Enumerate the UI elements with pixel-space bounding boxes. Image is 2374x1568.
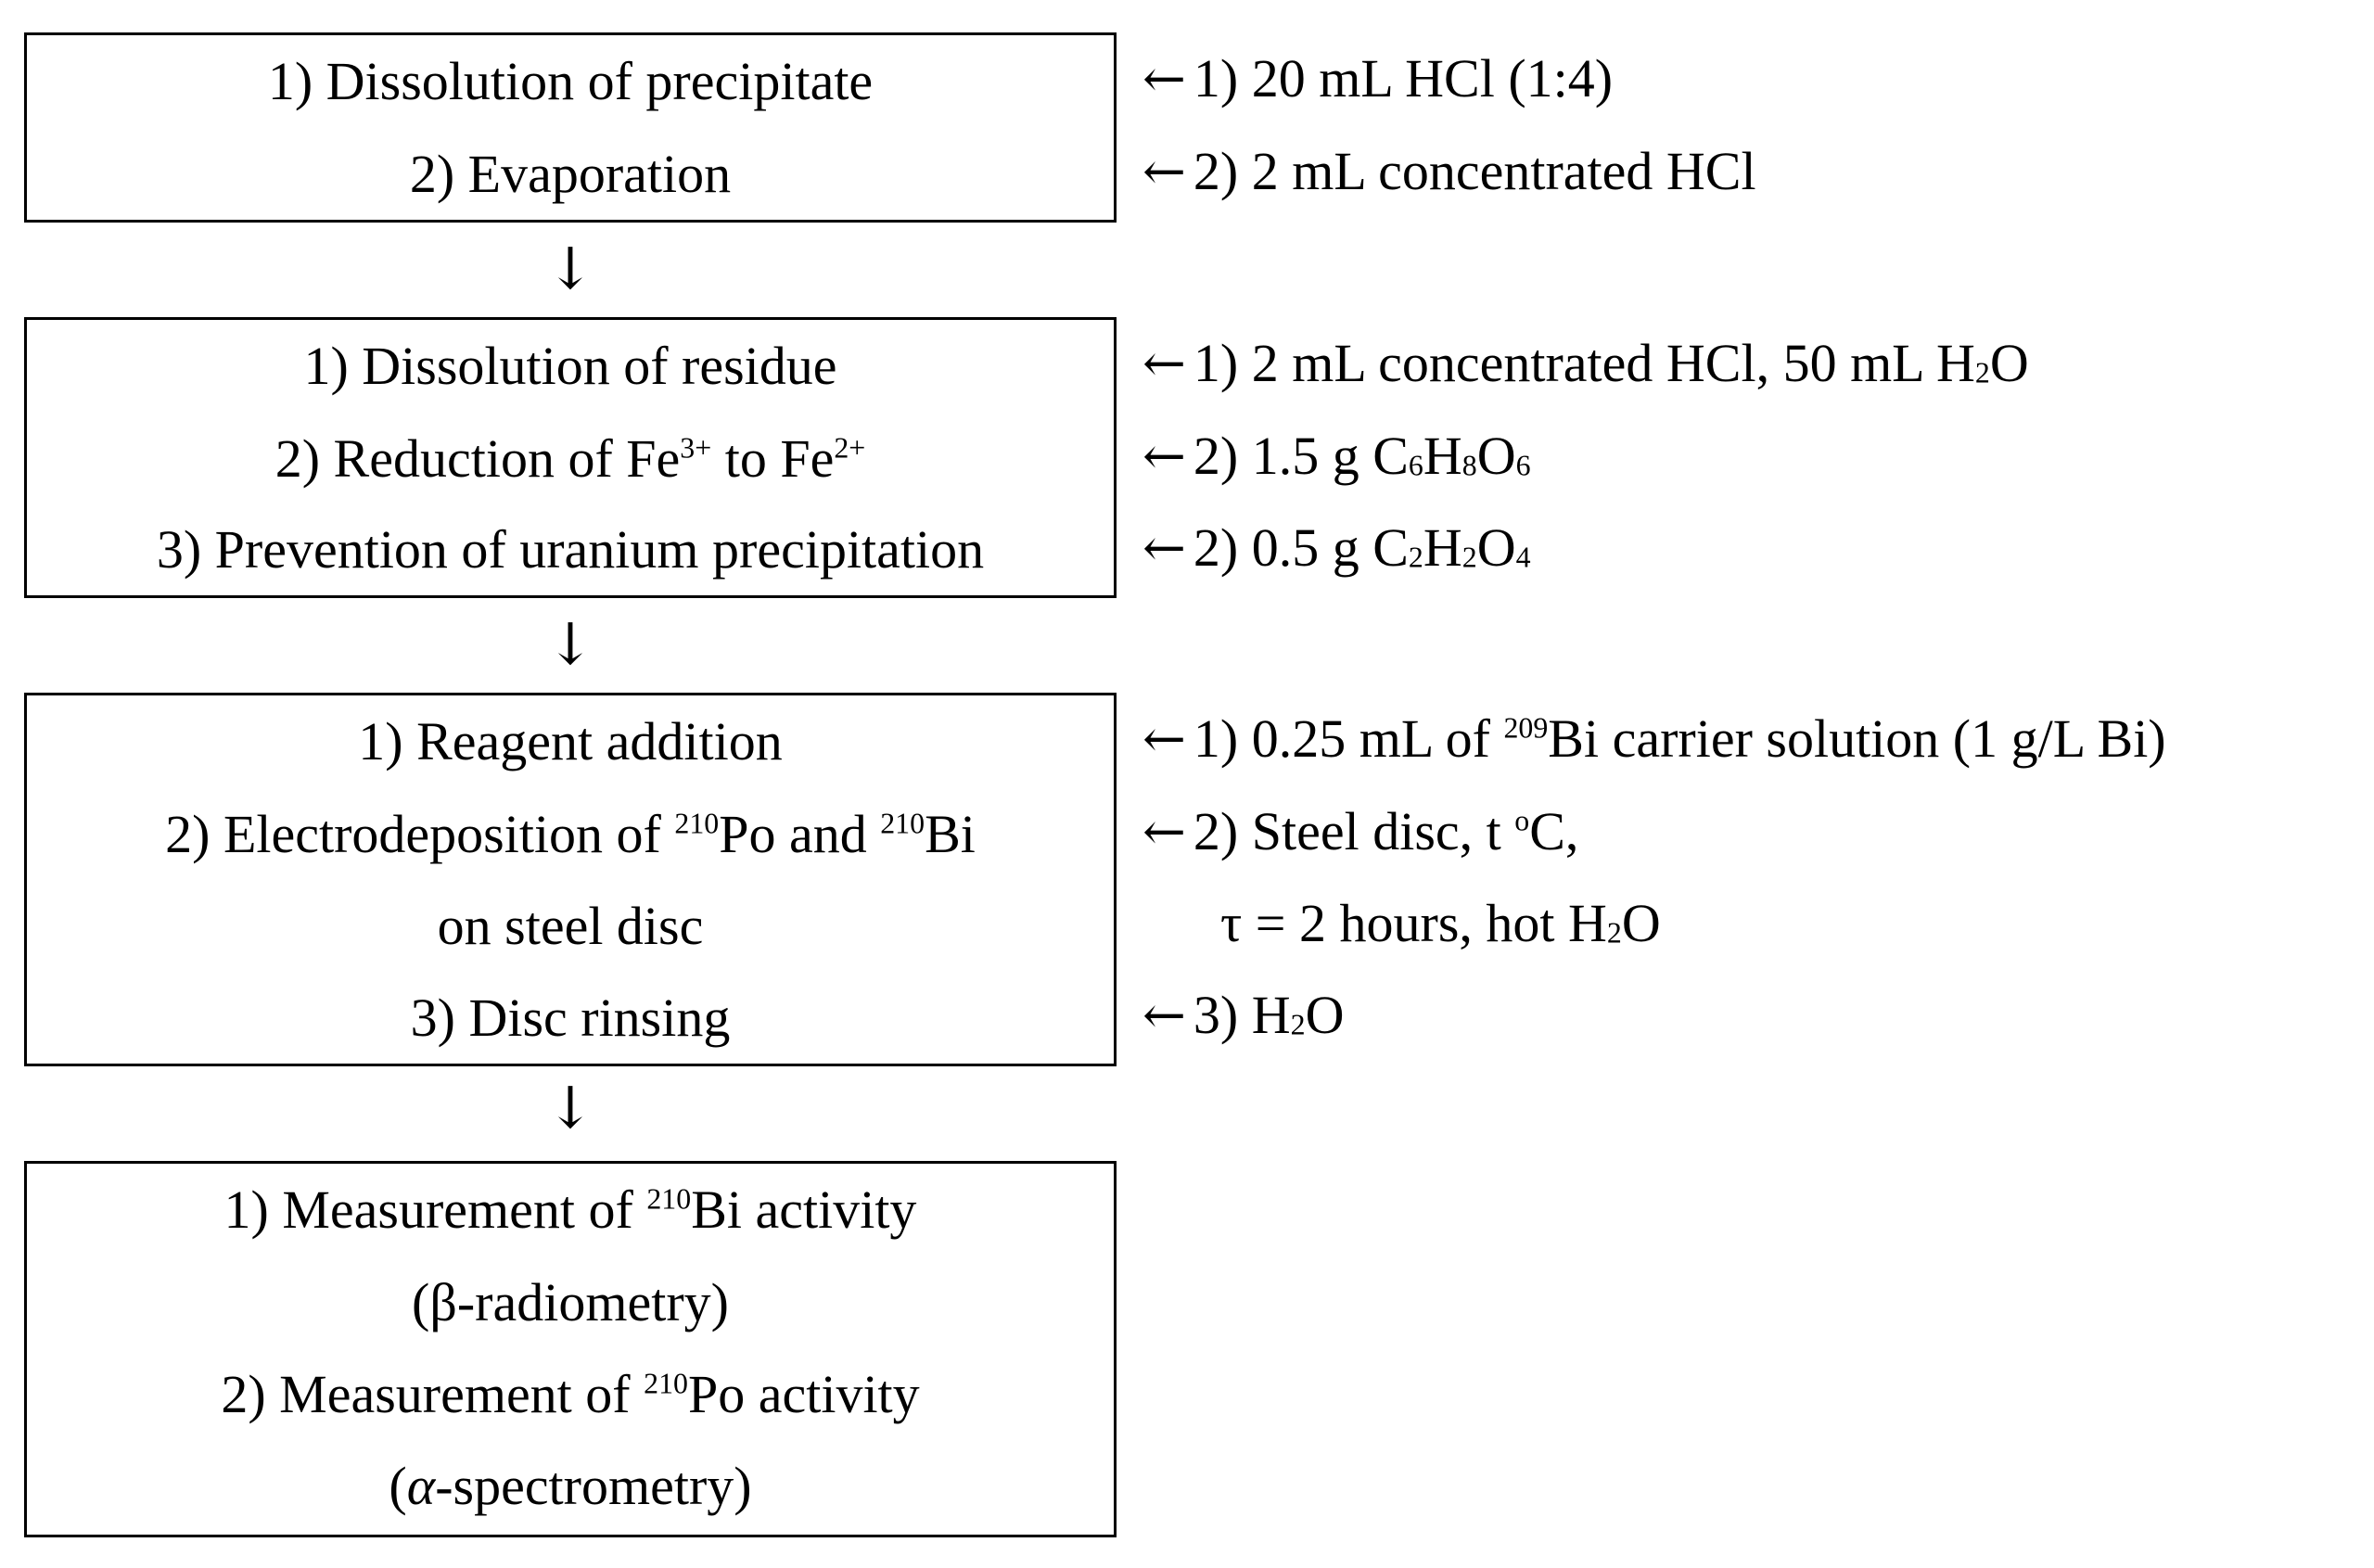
step-3-reagent-2: ← 2) Steel disc, t $^o$C, [1142,801,1579,862]
step-1-line-1: 1) Dissolution of precipitate [267,51,874,111]
flow-down-arrow-icon: ↓ [546,1074,594,1141]
step-1-reagent-2: ← 2) 2 mL concentrated HCl [1142,141,1756,202]
left-arrow-icon: ← [1142,802,1186,862]
step-4-line-2: (β-radiometry) [412,1272,729,1332]
step-2-line-1: 1) Dissolution of residue [303,336,837,396]
left-arrow-icon: ← [1142,986,1186,1046]
left-arrow-icon: ← [1142,49,1186,109]
step-box-2 [24,317,1117,598]
step-3-line-4: 3) Disc rinsing [410,988,731,1048]
step-2-line-2: 2) Reduction of $Fe^{3+}$ to $Fe^{2+}$ [274,428,866,489]
flow-down-arrow-icon: ↓ [546,610,594,678]
step-3-line-2: 2) Electrodeposition of $^{210}$Po and $^{210}$Bi [165,804,976,864]
left-arrow-icon: ← [1142,427,1186,487]
step-1-reagent-1: ← 1) 20 mL HCl (1:4) [1142,48,1614,109]
left-arrow-icon: ← [1142,709,1186,770]
step-3-line-1: 1) Reagent addition [358,711,783,771]
step-3-reagent-4: ← 3) $H_2O$ [1142,985,1345,1046]
step-2-reagent-1: ← 1) 2 mL concentrated HCl, 50 mL $H_2O$ [1142,333,2029,394]
step-3-line-3: on steel disc [437,896,704,956]
left-arrow-icon: ← [1142,142,1186,202]
step-2-line-3: 3) Prevention of uranium precipitation [156,519,985,580]
step-box-3 [24,693,1117,1066]
step-2-reagent-3: ← 2) 0.5 g $C_2H_2O_4$ [1142,517,1531,579]
step-4-line-3: 2) Measurement of $^{210}$Po activity [221,1364,920,1424]
step-3-reagent-1: ← 1) 0.25 mL of $^{209}$Bi carrier solution (1 g/L Bi) [1142,708,2166,770]
step-1-line-2: 2) Evaporation [409,144,732,204]
left-arrow-icon: ← [1142,518,1186,579]
step-2-reagent-2: ← 2) 1.5 g $C_6H_8O_6$ [1142,426,1531,487]
step-3-reagent-3: τ = 2 hours, hot $H_2O$ [1220,893,1661,953]
step-box-1 [24,32,1117,223]
left-arrow-icon: ← [1142,334,1186,394]
step-4-line-1: 1) Measurement of $^{210}$Bi activity [223,1179,917,1240]
flow-down-arrow-icon: ↓ [546,235,594,302]
step-box-4 [24,1161,1117,1537]
step-4-line-4: (α-spectrometry) [389,1456,752,1516]
